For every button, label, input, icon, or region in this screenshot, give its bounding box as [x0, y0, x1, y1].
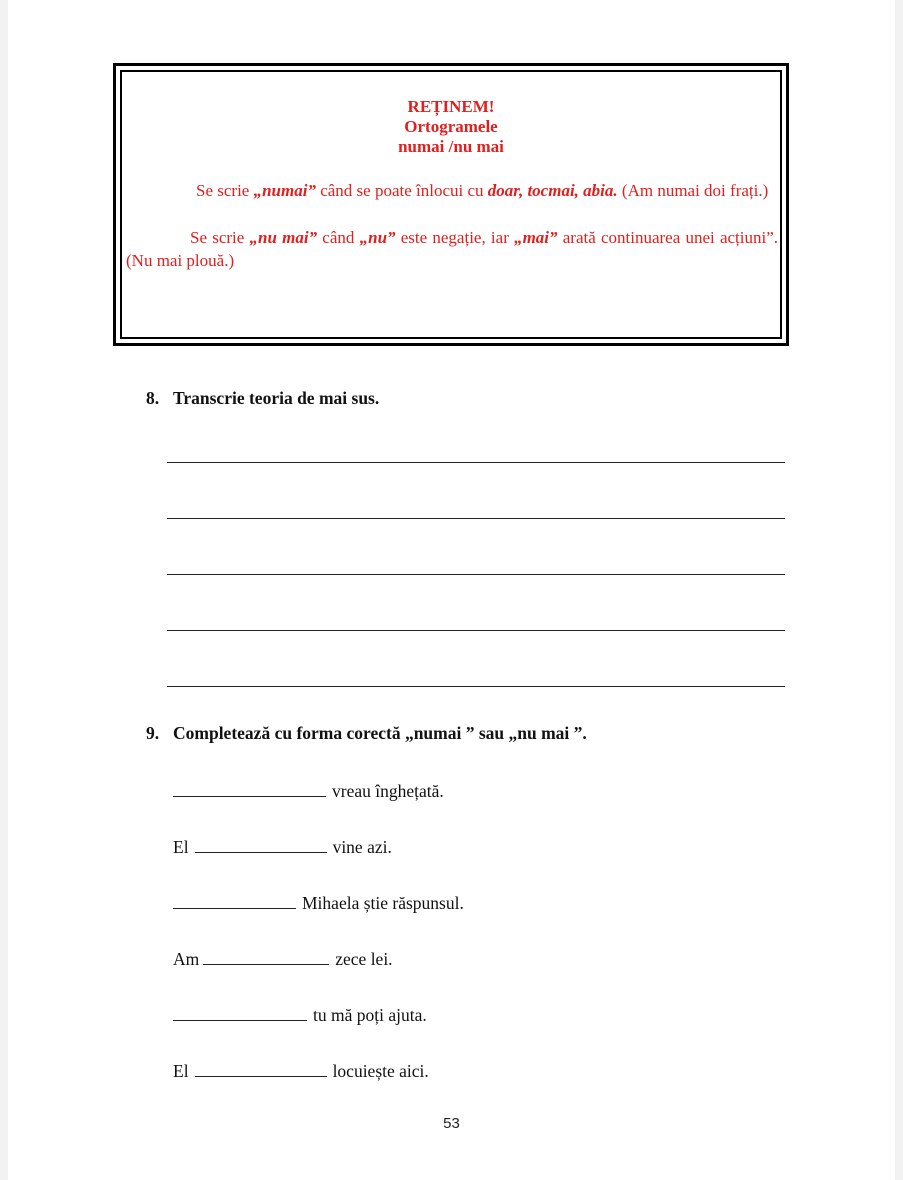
rule-text-segment: (Am numai doi frați.): [617, 181, 769, 200]
sentence-text: vreau înghețată.: [332, 781, 444, 801]
sentence-text: Am: [173, 949, 200, 969]
rule-numai: [122, 179, 780, 202]
rule-box-inner-frame: [120, 70, 782, 339]
fill-sentence: [173, 835, 392, 858]
fill-blank[interactable]: [173, 1003, 307, 1021]
fill-sentence: [173, 779, 444, 802]
rule-text-segment: când se poate înlocui cu: [315, 181, 488, 200]
fill-blank[interactable]: [195, 1059, 327, 1077]
rule-text-segment: Se scrie: [190, 228, 250, 247]
sentence-text: tu mă poți ajuta.: [313, 1005, 427, 1025]
rule-keyword: „numai”: [253, 181, 316, 200]
sentence-text: vine azi.: [332, 837, 392, 857]
rule-keyword: „nu”: [359, 228, 396, 247]
fill-sentence: [173, 1003, 427, 1026]
exercise-text: Completează cu forma corectă „numai ” sau „nu mai ”.: [173, 723, 587, 743]
rule-box-subtitle: Ortogramele: [404, 117, 498, 136]
sentence-text: El: [173, 1061, 189, 1081]
fill-blank[interactable]: [173, 891, 296, 909]
rule-keyword: „mai”: [514, 228, 558, 247]
fill-blank[interactable]: [195, 835, 327, 853]
rule-text-segment: arată continuarea unei acțiuni”. (Nu mai plouă.): [126, 228, 779, 270]
rule-box: [113, 63, 789, 346]
sentence-text: Mihaela știe răspunsul.: [302, 893, 464, 913]
exercise-number: 9.: [146, 723, 160, 743]
page-number: 53: [443, 1115, 460, 1132]
sentence-text: locuiește aici.: [332, 1061, 429, 1081]
rule-box-topic: numai /nu mai: [398, 137, 504, 156]
writing-line[interactable]: [167, 574, 785, 575]
sentence-text: El: [173, 837, 189, 857]
fill-sentence: [173, 947, 393, 970]
exercise-text: Transcrie teoria de mai sus.: [173, 388, 380, 408]
rule-box-title: REȚINEM!: [407, 97, 495, 116]
rule-keyword: doar, tocmai, abia.: [487, 181, 618, 200]
writing-line[interactable]: [167, 686, 785, 687]
fill-sentence: [173, 891, 464, 914]
rule-text-segment: Se scrie: [196, 181, 254, 200]
fill-blank[interactable]: [173, 779, 326, 797]
exercise-number: 8.: [146, 388, 160, 408]
rule-text-segment: când: [317, 228, 360, 247]
rule-keyword: „nu mai”: [249, 228, 318, 247]
rule-nu-mai: [122, 226, 780, 272]
sentence-text: zece lei.: [335, 949, 393, 969]
writing-line[interactable]: [167, 518, 785, 519]
rule-text-segment: este negație, iar: [395, 228, 515, 247]
writing-line[interactable]: [167, 630, 785, 631]
fill-sentence: [173, 1059, 429, 1082]
exercise-8-prompt: [146, 388, 379, 409]
writing-line[interactable]: [167, 462, 785, 463]
fill-blank[interactable]: [203, 947, 329, 965]
exercise-9-prompt: [146, 723, 587, 744]
